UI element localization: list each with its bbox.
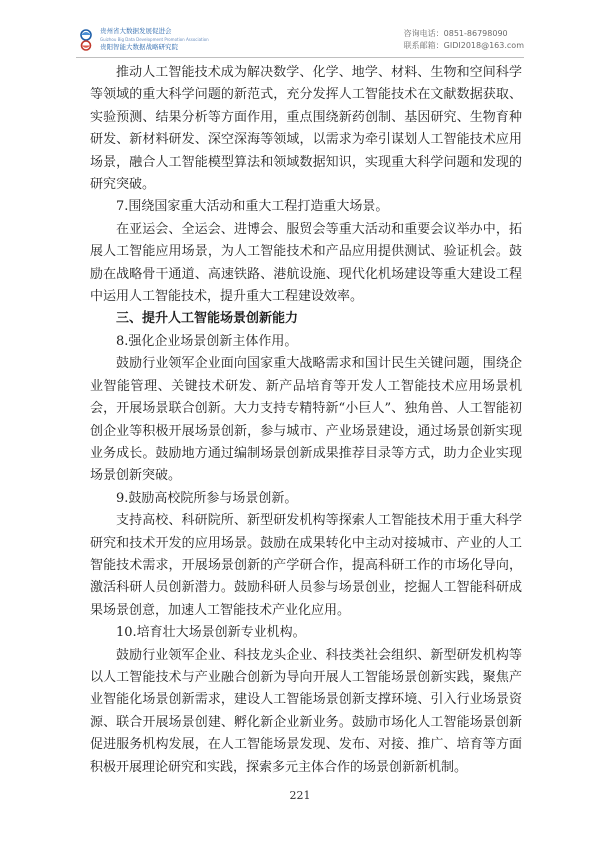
contact-info — [404, 28, 524, 52]
logo-line-1: 贵州省大数据发展促进会 — [100, 27, 172, 35]
logo-line-1-sub: Guizhou Big Data Development Promotion Association — [100, 37, 209, 42]
paragraph: 10.培育壮大场景创新专业机构。 — [116, 625, 306, 641]
paragraph: 在亚运会、全运会、进博会、服贸会等重大活动和重要会议举办中，拓展人工智能应用场景，为人工智能技术和产品应用提供测试、验证机会。鼓励在战略骨干通道、高速铁路、港航设施、现代化机场建设等重大建设工程中运用人工智能技术，提升重大工程建设效率。 — [90, 221, 522, 305]
paragraph: 鼓励行业领军企业面向国家重大战略需求和国计民生关键问题，围绕企业智能管理、关键技术研发、新产品培育等开发人工智能技术应用场景机会，开展场景联合创新。大力支持专精特新“小巨人”、独角兽、人工智能初创企业等积极开展场景创新，参与城市、产业场景建设，通过场景创新实现业务成长。鼓励地方通过编制场景创新成果推荐目录等方式，助力企业实现场景创新突破。 — [90, 356, 522, 484]
document-body — [90, 62, 522, 779]
contact-phone: 咨询电话：0851-86798090 — [403, 29, 508, 38]
header-divider — [76, 57, 524, 58]
paragraph: 鼓励行业领军企业、科技龙头企业、科技类社会组织、新型研发机构等以人工智能技术与产业融合创新为导向开展人工智能场景创新实践，聚焦产业智能化场景创新需求，建设人工智能场景创新支撑环境、引入行业场景资源、联合开展场景创建、孵化新企业新业务。鼓励市场化人工智能场景创新促进服务机构发展，在人工智能场景发现、发布、对接、推广、培育等方面积极开展理论研究和实践，探索多元主体合作的场景创新新机制。 — [90, 647, 522, 775]
logo-line-2: 贵阳智能大数据战略研究院 — [100, 43, 178, 51]
section-heading: 三、提升人工智能场景创新能力 — [116, 311, 299, 327]
paragraph: 推动人工智能技术成为解决数学、化学、地学、材料、生物和空间科学等领域的重大科学问题的新范式，充分发挥人工智能技术在文献数据获取、实验预测、结果分析等方面作用，重点围绕新药创制、基因研究、生物育种研发、新材料研发、深空深海等领域，以需求为牵引谋划人工智能技术应用场景，融合人工智能模型算法和领域数据知识，实现重大科学问题和发现的研究突破。 — [90, 65, 522, 193]
paragraph: 8.强化企业场景创新主体作用。 — [116, 333, 298, 349]
association-logo-icon — [76, 29, 96, 51]
contact-email: 联系邮箱：GIDI2018@163.com — [403, 41, 524, 50]
logo-text — [100, 26, 209, 53]
page-number: 221 — [289, 789, 311, 802]
paragraph: 9.鼓励高校院所参与场景创新。 — [116, 490, 298, 506]
page-header — [76, 26, 524, 52]
logo — [76, 26, 209, 53]
paragraph: 7.围绕国家重大活动和重大工程打造重大场景。 — [116, 199, 389, 215]
paragraph: 支持高校、科研院所、新型研发机构等探索人工智能技术用于重大科学研究和技术开发的应用场景。鼓励在成果转化中主动对接城市、产业的人工智能技术需求，开展场景创新的产学研合作，提高科研工作的市场化导向，激活科研人员创新潜力。鼓励科研人员参与场景创业，挖掘人工智能科研成果场景创意，加速人工智能技术产业化应用。 — [90, 513, 522, 618]
